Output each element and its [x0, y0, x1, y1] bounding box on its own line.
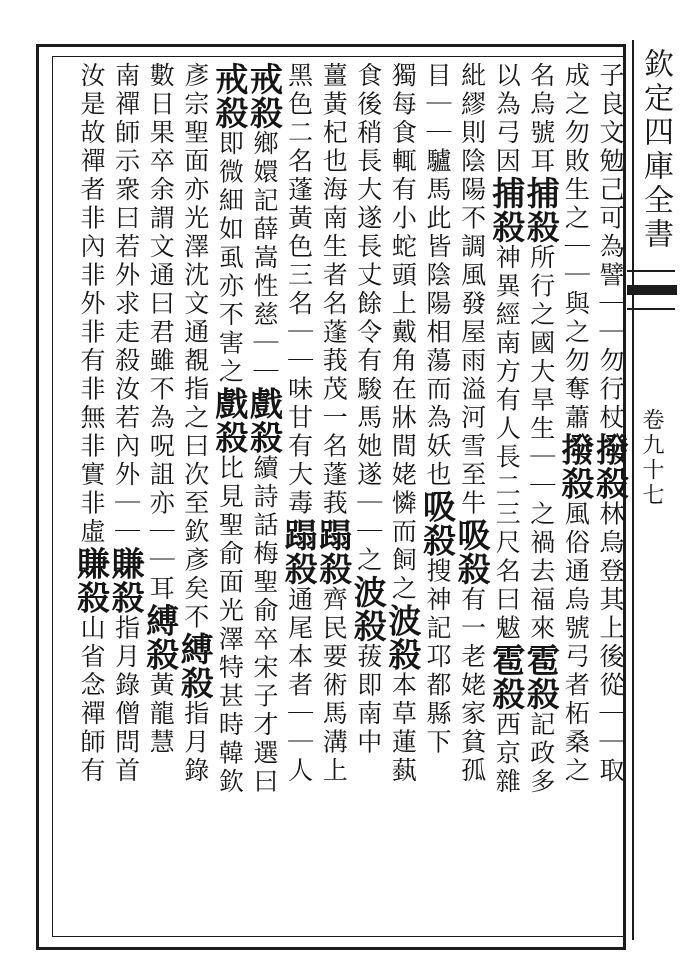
entry-heading: 雹殺	[521, 643, 561, 711]
entry-heading: 捕殺	[487, 176, 527, 244]
entry-heading: 賺殺	[72, 546, 111, 615]
text-column	[590, 62, 630, 932]
text-column	[244, 62, 284, 932]
column-text: 神異經南方有人長二三尺名曰魃	[492, 244, 522, 643]
text-column	[382, 62, 422, 932]
entry-heading: 縛殺	[141, 603, 181, 672]
column-text: 西京雜	[492, 711, 522, 797]
column-text: 食後稍長大遂長丈餘令有駿馬她遂｜｜之	[353, 62, 383, 575]
column-text: 林烏登其上後從｜｜取	[596, 500, 625, 786]
book-title: 欽定四庫全書	[638, 48, 673, 252]
column-text: 以為弓因	[492, 62, 522, 176]
column-text: 成之勿敗生之｜｜與之勿奪蕭	[561, 62, 591, 433]
column-text: 續詩話梅聖俞卒宋子才選曰	[250, 454, 279, 797]
text-column	[521, 62, 561, 932]
entry-heading: 撥殺	[591, 432, 630, 501]
text-column	[313, 62, 353, 932]
column-text: 記政多	[526, 711, 556, 797]
column-text: 南禪師示衆曰若外求走殺汝若內外｜｜	[111, 62, 141, 547]
column-text: 薑黃杞也海南生者名蓬莪茂一名蓬莪	[319, 62, 349, 518]
column-text: 黃龍慧	[146, 671, 176, 757]
entry-heading: 蹋殺	[314, 518, 354, 586]
column-text: 搜神記邛都縣下	[423, 557, 452, 757]
entry-heading: 雹殺	[487, 643, 527, 711]
column-text: 獨每食輒有小蛇頭上戴角在牀間姥憐而飼之	[388, 62, 418, 604]
text-column	[555, 62, 595, 932]
column-text: 鄉嬛記薛嵩性慈｜｜	[250, 130, 279, 387]
column-text: 本草蓮蓺	[388, 671, 418, 786]
entry-heading: 吸殺	[452, 518, 492, 586]
text-column	[279, 62, 319, 932]
text-column	[71, 62, 111, 932]
column-text: 目｜｜驢馬此皆陰陽相蕩而為妖也	[423, 62, 452, 490]
column-text: 紕繆則陰陽不調風發屋雨溢河雪至牛	[457, 62, 487, 518]
column-text: 名烏號耳	[526, 62, 556, 176]
column-text: 指月錄	[180, 700, 210, 786]
column-text: 比見聖俞面光澤特甚時韓欽	[215, 454, 245, 797]
column-text: 指月錄僧問首	[111, 614, 141, 786]
column-text: 通尾本者｜｜人	[284, 586, 314, 786]
volume-number: 卷九十七	[639, 408, 664, 508]
text-column	[106, 62, 146, 932]
entry-heading: 波殺	[383, 603, 423, 672]
column-text: 汝是故禪者非內非外非有非無非實非虛	[77, 62, 106, 547]
entry-heading: 戒殺	[245, 62, 284, 130]
fish-tail-mark-stub	[627, 285, 677, 295]
column-text: 黑色二名蓬黃色三名｜｜味甘有大毒	[284, 62, 314, 518]
entry-heading: 賺殺	[106, 546, 146, 615]
column-text: 數日果卒余謂文通曰君雖不為呪詛亦｜｜耳	[146, 62, 176, 604]
entry-heading: 波殺	[348, 575, 388, 643]
text-column	[175, 62, 215, 932]
text-column	[452, 62, 492, 932]
text-column	[209, 62, 249, 932]
page-edge-line	[632, 40, 634, 940]
entry-heading: 戒殺	[210, 62, 250, 130]
column-text: 菝即南中	[353, 643, 383, 757]
column-text: 風俗通烏號弓者柘桑之	[561, 500, 591, 786]
column-text: 所行之國大旱生｜｜之禍去福來	[526, 244, 556, 643]
column-text: 即微細如虱亦不害之	[215, 130, 245, 387]
entry-heading: 戲殺	[245, 386, 284, 455]
text-column	[140, 62, 180, 932]
entry-heading: 戲殺	[210, 386, 250, 455]
entry-heading: 吸殺	[418, 489, 457, 558]
entry-heading: 捕殺	[521, 176, 561, 244]
column-text: 子良文勉己可為譬｜｜勿行杖	[596, 62, 625, 433]
entry-heading: 撥殺	[556, 432, 596, 501]
column-text: 山省念禪師有	[77, 614, 106, 786]
column-text: 齊民要術馬溝上	[319, 586, 349, 786]
column-text: 彥宗聖面亦光澤沈文通覩指之曰次至欽彥矣不	[180, 62, 210, 632]
entry-heading: 縛殺	[175, 632, 215, 700]
column-text: 有一老姥家貧孤	[457, 586, 487, 786]
entry-heading: 蹋殺	[279, 518, 319, 586]
text-column	[417, 62, 457, 932]
text-column	[486, 62, 526, 932]
text-column	[348, 62, 388, 932]
